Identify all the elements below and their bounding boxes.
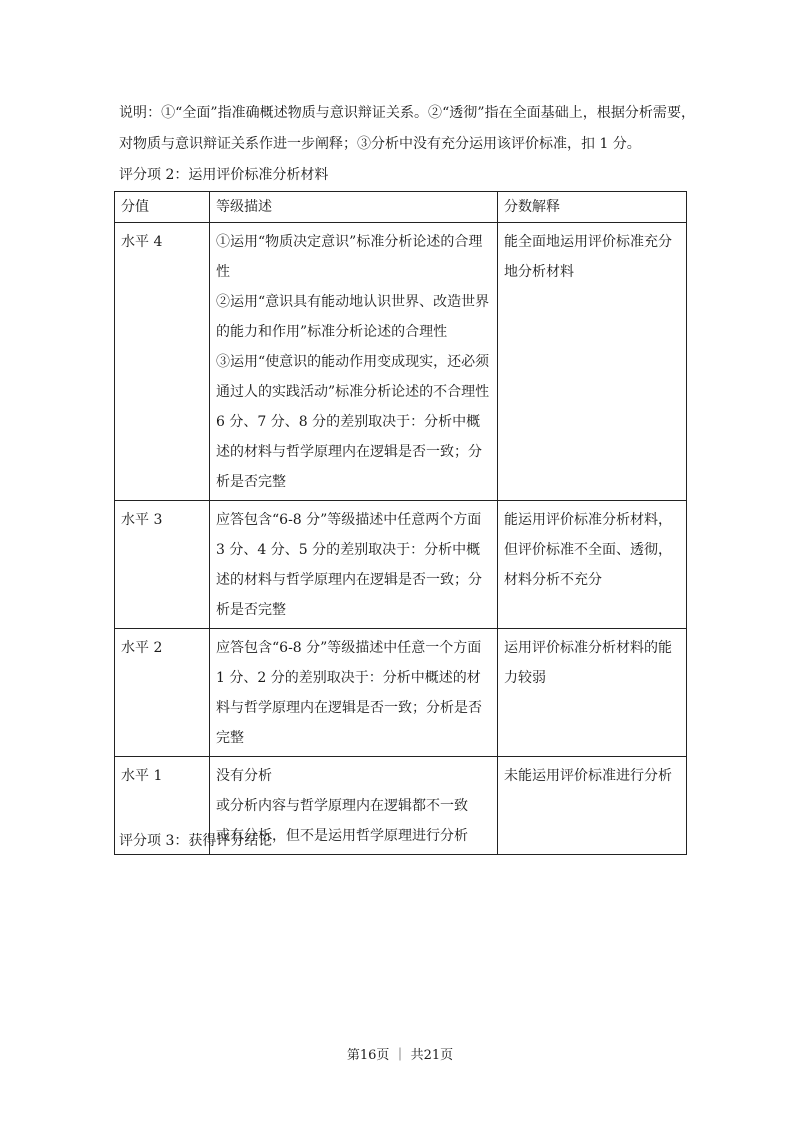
page-footer: 第16页 ｜ 共21页: [346, 1048, 454, 1063]
explanation-cell: 未能运用评价标准进行分析: [498, 757, 687, 855]
explanation-cell: 运用评价标准分析材料的能力较弱: [498, 629, 687, 757]
description-line: ③运用“使意识的能动作用变成现实，还必须通过人的实践活动”标准分析论述的不合理性: [216, 354, 490, 400]
column-header-description: 等级描述: [210, 192, 498, 223]
description-line: 没有分析: [216, 768, 272, 784]
level-cell: 水平 1: [115, 757, 210, 855]
table-header-row: [115, 192, 687, 223]
description-cell: [210, 501, 498, 629]
description-line: 6 分、7 分、8 分的差别取决于：分析中概述的材料与哲学原理内在逻辑是否一致；分析是否完整: [216, 414, 482, 490]
description-line: ②运用“意识具有能动地认识世界、改造世界的能力和作用”标准分析论述的合理性: [216, 294, 490, 340]
level-cell: 水平 4: [115, 223, 210, 501]
description-line: 应答包含“6-8 分”等级描述中任意一个方面: [216, 640, 482, 656]
column-header-explanation: 分数解释: [498, 192, 687, 223]
scoring-note: 说明：①“全面”指准确概述物质与意识辩证关系。②“透彻”指在全面基础上，根据分析需要，对物质与意识辩证关系作进一步阐释；③分析中没有充分运用该评价标准，扣 1 分。: [119, 105, 695, 152]
description-line: 或分析内容与哲学原理内在逻辑都不一致: [216, 798, 468, 814]
description-line: 3 分、4 分、5 分的差别取决于：分析中概述的材料与哲学原理内在逻辑是否一致；分析是否完整: [216, 542, 482, 618]
rubric-table: [114, 191, 687, 855]
description-cell: [210, 629, 498, 757]
description-line: 1 分、2 分的差别取决于：分析中概述的材料与哲学原理内在逻辑是否一致；分析是否完整: [216, 670, 482, 746]
level-cell: 水平 3: [115, 501, 210, 629]
description-line: 或有分析，但不是运用哲学原理进行分析: [216, 828, 468, 844]
description-line: 应答包含“6-8 分”等级描述中任意两个方面: [216, 512, 482, 528]
table-row-level-2: [115, 629, 687, 757]
description-line: ①运用“物质决定意识”标准分析论述的合理性: [216, 234, 483, 280]
section-title-item-3: 评分项 3：获得评分结论: [119, 833, 273, 849]
section-title-item-2: 评分项 2：运用评价标准分析材料: [119, 167, 329, 183]
description-cell: [210, 223, 498, 501]
column-header-score: 分值: [115, 192, 210, 223]
explanation-cell: 能运用评价标准分析材料，但评价标准不全面、透彻，材料分析不充分: [498, 501, 687, 629]
explanation-cell: 能全面地运用评价标准充分地分析材料: [498, 223, 687, 501]
table-row-level-4: [115, 223, 687, 501]
table-row-level-3: [115, 501, 687, 629]
level-cell: 水平 2: [115, 629, 210, 757]
